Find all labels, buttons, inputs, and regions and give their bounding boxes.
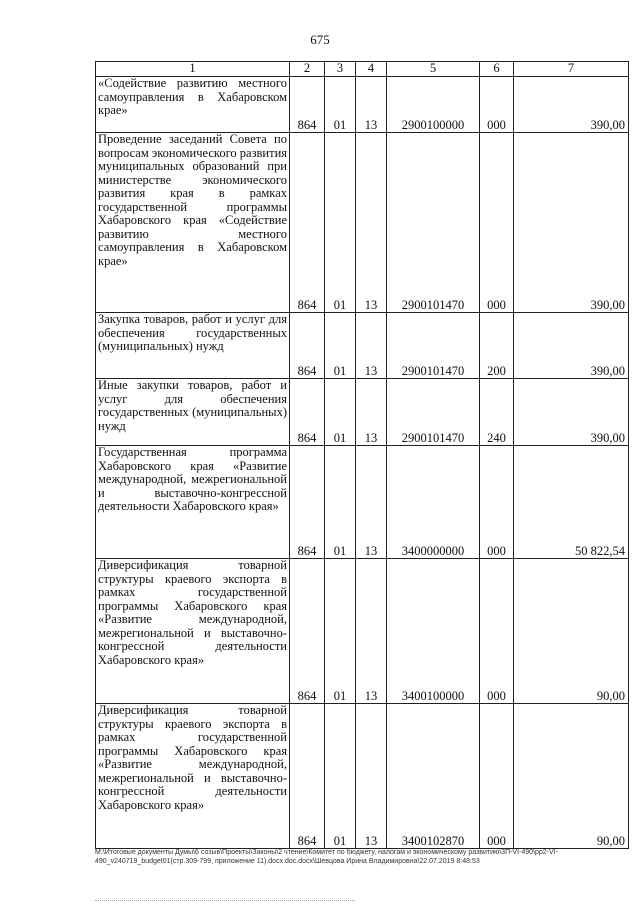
subsection-code: 13 xyxy=(356,77,387,133)
target-article: 3400102870 xyxy=(387,704,480,849)
budget-table xyxy=(95,61,629,849)
ministry-code: 864 xyxy=(290,313,325,379)
table-row xyxy=(96,704,629,849)
section-code: 01 xyxy=(325,559,356,704)
ministry-code: 864 xyxy=(290,446,325,559)
table-row xyxy=(96,559,629,704)
expense-type: 200 xyxy=(480,313,514,379)
subsection-code: 13 xyxy=(356,559,387,704)
subsection-code: 13 xyxy=(356,379,387,446)
subsection-code: 13 xyxy=(356,313,387,379)
target-article: 3400100000 xyxy=(387,559,480,704)
amount: 390,00 xyxy=(514,379,629,446)
target-article: 2900100000 xyxy=(387,77,480,133)
amount: 390,00 xyxy=(514,133,629,313)
ministry-code: 864 xyxy=(290,379,325,446)
table-row xyxy=(96,77,629,133)
table-row xyxy=(96,313,629,379)
amount: 390,00 xyxy=(514,313,629,379)
subsection-code: 13 xyxy=(356,446,387,559)
row-name: Проведение заседаний Совета по вопросам экономического развития муниципальных образований при министерстве экономического развития края в рамках государственной программы Хабаровского края «Содействие развитию местного самоуправления в Хабаровском крае» xyxy=(96,133,290,313)
page-number: 675 xyxy=(310,32,330,47)
expense-type: 000 xyxy=(480,559,514,704)
expense-type: 000 xyxy=(480,704,514,849)
ministry-code: 864 xyxy=(290,704,325,849)
section-code: 01 xyxy=(325,313,356,379)
target-article: 2900101470 xyxy=(387,313,480,379)
table-row xyxy=(96,379,629,446)
column-header: 5 xyxy=(387,62,480,77)
section-code: 01 xyxy=(325,446,356,559)
column-header: 6 xyxy=(480,62,514,77)
amount: 90,00 xyxy=(514,704,629,849)
row-name: «Содействие развитию местного самоуправления в Хабаровском крае» xyxy=(96,77,290,133)
ministry-code: 864 xyxy=(290,77,325,133)
table-header-row xyxy=(96,62,629,77)
section-code: 01 xyxy=(325,704,356,849)
expense-type: 240 xyxy=(480,379,514,446)
table-row xyxy=(96,133,629,313)
row-name: Закупка товаров, работ и услуг для обеспечения государственных (муниципальных) нужд xyxy=(96,313,290,379)
table-row xyxy=(96,446,629,559)
column-header: 4 xyxy=(356,62,387,77)
column-header: 2 xyxy=(290,62,325,77)
amount: 90,00 xyxy=(514,559,629,704)
column-header: 1 xyxy=(96,62,290,77)
subsection-code: 13 xyxy=(356,704,387,849)
document-path-footer: М:\Итоговые документы Думы\6 созыв\Проекты\Законы\2 чтение\Комитет по бюджету, налогам и экономическому развитию\3П-VI-490\pp2-VI-490_v240719_budget01(стр.309-799, приложение 11).docx.doc.docx\Шевцова Ирина Владимировна\22.07.2019 8:48:53 xyxy=(95,849,558,865)
column-header: 3 xyxy=(325,62,356,77)
column-header: 7 xyxy=(514,62,629,77)
section-code: 01 xyxy=(325,379,356,446)
expense-type: 000 xyxy=(480,77,514,133)
expense-type: 000 xyxy=(480,446,514,559)
amount: 390,00 xyxy=(514,77,629,133)
row-name: Государственная программа Хабаровского края «Развитие международной, межрегиональной и выставочно-конгрессной деятельности Хабаровского края» xyxy=(96,446,290,559)
target-article: 3400000000 xyxy=(387,446,480,559)
ministry-code: 864 xyxy=(290,133,325,313)
scan-artifact xyxy=(95,900,355,903)
section-code: 01 xyxy=(325,77,356,133)
expense-type: 000 xyxy=(480,133,514,313)
subsection-code: 13 xyxy=(356,133,387,313)
amount: 50 822,54 xyxy=(514,446,629,559)
section-code: 01 xyxy=(325,133,356,313)
target-article: 2900101470 xyxy=(387,379,480,446)
target-article: 2900101470 xyxy=(387,133,480,313)
row-name: Диверсификация товарной структуры краевого экспорта в рамках государственной программы Хабаровского края «Развитие международной, межрегиональной и выставочно-конгрессной деятельности Хабаровского края» xyxy=(96,704,290,849)
ministry-code: 864 xyxy=(290,559,325,704)
row-name: Иные закупки товаров, работ и услуг для обеспечения государственных (муниципальных) нужд xyxy=(96,379,290,446)
row-name: Диверсификация товарной структуры краевого экспорта в рамках государственной программы Хабаровского края «Развитие международной, межрегиональной и выставочно-конгрессной деятельности Хабаровского края» xyxy=(96,559,290,704)
